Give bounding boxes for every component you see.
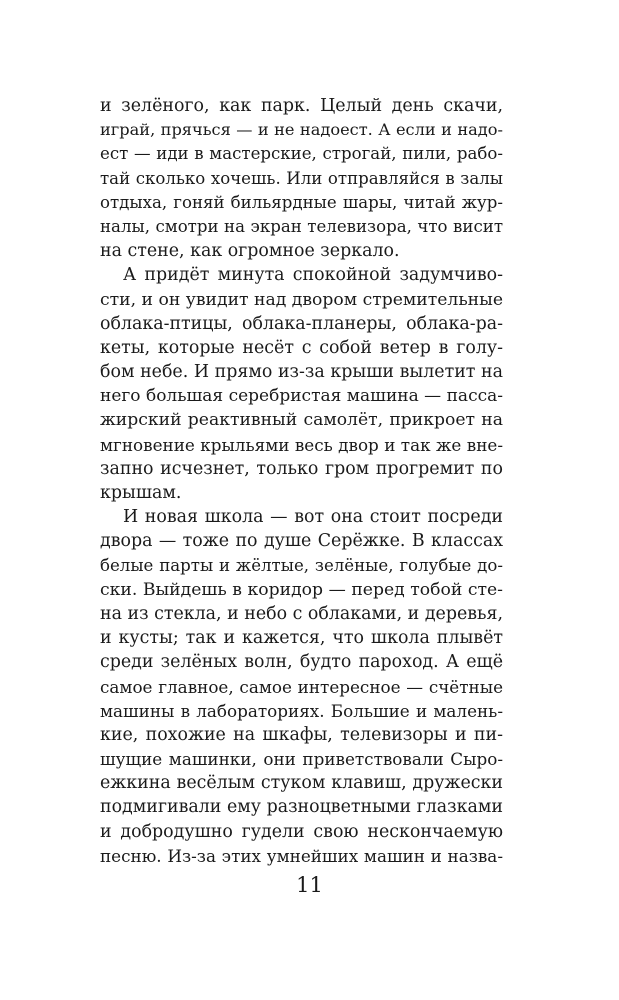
- text-line: на стене, как огромное зеркало.: [100, 241, 400, 262]
- text-line: и зелёного, как парк. Целый день скачи,: [100, 96, 503, 116]
- text-line: подмигивали ему разноцветными глазками: [100, 797, 503, 818]
- paragraph: [100, 94, 503, 263]
- text-line: него большая серебристая машина — пасса-: [100, 386, 503, 407]
- text-line: И новая школа — вот она стоит посреди: [123, 507, 503, 528]
- text-line: белые парты и жёлтые, зелёные, голубые до-: [100, 555, 503, 575]
- text-line: на из стекла, и небо с облаками, и деревья,: [100, 603, 503, 624]
- text-line: мгновение крыльями весь двор и так же вне-: [100, 434, 503, 455]
- text-line: двора — тоже по душе Серёжке. В классах: [100, 531, 503, 552]
- text-line: облака-птицы, облака-планеры, облака-ра-: [100, 313, 503, 334]
- text-line: среди зелёных волн, будто пароход. А ещё: [100, 652, 503, 673]
- text-line: жирский реактивный самолёт, прикроет на: [100, 410, 503, 431]
- text-line: самое главное, самое интересное — счётные: [100, 676, 503, 697]
- text-line: А придёт минута спокойной задумчиво-: [123, 265, 503, 286]
- text-line: отдыха, гоняй бильярдные шары, читай жур-: [100, 192, 503, 212]
- text-line: машины в лабораториях. Большие и малень-: [100, 700, 503, 721]
- page-number: 11: [296, 873, 323, 897]
- text-line: сти, и он увидит над двором стремительные: [100, 289, 503, 310]
- text-line: играй, прячься — и не надоест. А если и надо-: [100, 120, 503, 140]
- text-line: шущие машинки, они приветствовали Сыро-: [100, 749, 503, 770]
- text-line: крышам.: [100, 483, 182, 503]
- text-line: и кусты; так и кажется, что школа плывёт: [100, 628, 503, 649]
- text-line: ежкина весёлым стуком клавиш, дружески: [100, 773, 503, 794]
- text-line: кие, похожие на шкафы, телевизоры и пи-: [100, 724, 503, 745]
- text-line: запно исчезнет, только гром прогремит по: [100, 458, 503, 479]
- text-line: бом небе. И прямо из-за крыши вылетит на: [100, 362, 503, 383]
- text-line: песню. Из-за этих умнейших машин и назва-: [100, 845, 503, 866]
- body-text: [100, 94, 503, 868]
- text-line: ски. Выйдешь в коридор — перед тобой сте-: [100, 579, 503, 600]
- text-line: ест — иди в мастерские, строгай, пили, рабо-: [100, 144, 503, 164]
- text-line: тай сколько хочешь. Или отправляйся в залы: [100, 168, 503, 188]
- text-line: кеты, которые несёт с собой ветер в голу-: [100, 337, 503, 358]
- text-line: и добродушно гудели свою нескончаемую: [100, 821, 503, 842]
- text-line: налы, смотри на экран телевизора, что висит: [100, 216, 503, 236]
- paragraph: [100, 505, 503, 868]
- paragraph: [100, 263, 503, 505]
